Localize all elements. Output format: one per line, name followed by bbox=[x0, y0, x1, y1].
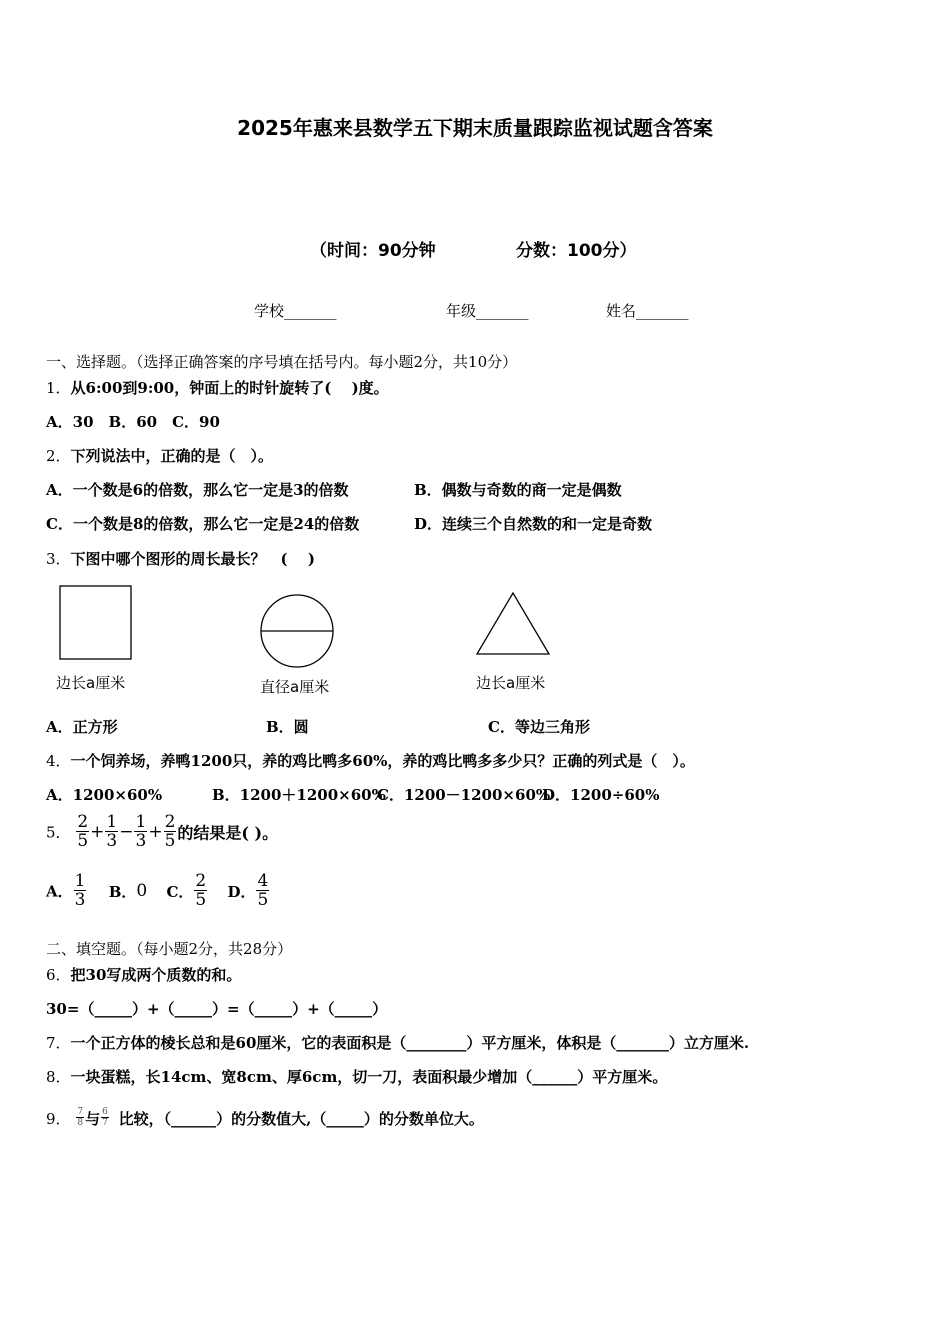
triangle-label: 边长a厘米 bbox=[476, 674, 546, 692]
question-3-option-b: B．圆 bbox=[266, 718, 309, 736]
question-text: 比较，（______）的分数值大,（_____）的分数单位大。 bbox=[118, 1110, 484, 1128]
question-text: 一块蛋糕，长14cm、宽8cm、厚6cm，切一刀，表面积最少增加（______）平方厘米。 bbox=[70, 1068, 668, 1086]
question-text: 把30写成两个质数的和。 bbox=[70, 966, 242, 984]
option-a-label: A． bbox=[46, 882, 73, 901]
question-5-options bbox=[46, 873, 270, 909]
school-field: 学校_______ bbox=[254, 302, 337, 320]
page-title: 2025年惠来县数学五下期末质量跟踪监视试题含答案 bbox=[237, 116, 713, 140]
question-number: 3． bbox=[46, 550, 71, 568]
fraction: $\frac{2}{5}$ bbox=[77, 812, 89, 851]
circle-label: 直径a厘米 bbox=[260, 678, 330, 696]
shapes-figure bbox=[0, 580, 950, 700]
fraction: $\frac{2}{5}$ bbox=[195, 871, 207, 910]
question-9 bbox=[46, 1108, 484, 1129]
option-b-value: 0 bbox=[136, 881, 148, 901]
name-field: 姓名_______ bbox=[606, 302, 689, 320]
fraction: $\frac{1}{3}$ bbox=[135, 812, 147, 851]
operator: + bbox=[90, 822, 105, 842]
question-3-option-a: A．正方形 bbox=[46, 718, 118, 736]
fraction: $\frac{7}{8}$ bbox=[77, 1107, 84, 1128]
question-2-option-d: D．连续三个自然数的和一定是奇数 bbox=[414, 515, 653, 533]
question-number: 5． bbox=[46, 823, 71, 842]
fraction: $\frac{1}{3}$ bbox=[74, 871, 86, 910]
question-text: 下图中哪个图形的周长最长？ ( ) bbox=[70, 550, 315, 568]
square-label: 边长a厘米 bbox=[56, 674, 126, 692]
fraction: $\frac{6}{7}$ bbox=[102, 1107, 108, 1128]
question-7 bbox=[46, 1032, 749, 1053]
question-6 bbox=[46, 964, 241, 985]
operator: + bbox=[148, 822, 163, 842]
operator: − bbox=[119, 822, 134, 842]
question-text: 从6:00到9:00，钟面上的时针旋转了( )度。 bbox=[70, 379, 389, 397]
question-text: 与 bbox=[85, 1110, 101, 1128]
question-6-answer-line: 30=（_____）+（_____）=（_____）+（_____） bbox=[46, 1000, 388, 1018]
fraction: $\frac{1}{3}$ bbox=[106, 812, 118, 851]
question-number: 4． bbox=[46, 752, 71, 770]
question-4-option-b: B．1200＋1200×60% bbox=[212, 786, 386, 804]
grade-field: 年级_______ bbox=[446, 302, 529, 320]
question-number: 6． bbox=[46, 966, 71, 984]
question-4-option-d: D．1200÷60% bbox=[542, 786, 660, 804]
section1-heading: 一、选择题。（选择正确答案的序号填在括号内。每小题2分，共10分） bbox=[46, 353, 518, 371]
question-2-option-c: C．一个数是8的倍数，那么它一定是24的倍数 bbox=[46, 515, 360, 533]
question-3 bbox=[46, 548, 315, 569]
question-number: 1． bbox=[46, 379, 71, 397]
question-text: 一个正方体的棱长总和是60厘米，它的表面积是（________）平方厘米，体积是（_______）立方厘米. bbox=[70, 1034, 750, 1052]
fraction: $\frac{4}{5}$ bbox=[257, 871, 269, 910]
option-d-label: D． bbox=[227, 882, 256, 901]
question-text: 一个饲养场，养鸭1200只，养的鸡比鸭多60%，养的鸡比鸭多多少只？正确的列式是（ ）。 bbox=[70, 752, 695, 770]
triangle-shape bbox=[477, 593, 549, 654]
question-text: 下列说法中，正确的是（ ）。 bbox=[70, 447, 274, 465]
question-text: 的结果是( )。 bbox=[177, 823, 279, 843]
question-number: 9． bbox=[46, 1110, 71, 1128]
question-number: 7． bbox=[46, 1034, 71, 1052]
question-number: 2． bbox=[46, 447, 71, 465]
question-5 bbox=[46, 814, 278, 850]
option-c-label: C． bbox=[166, 882, 194, 901]
question-2-option-a: A．一个数是6的倍数，那么它一定是3的倍数 bbox=[46, 481, 349, 499]
exam-time: （时间：90分钟 bbox=[310, 241, 436, 261]
square-shape bbox=[60, 586, 131, 659]
question-1 bbox=[46, 377, 389, 398]
question-2-option-b: B．偶数与奇数的商一定是偶数 bbox=[414, 481, 622, 499]
exam-score: 分数：100分） bbox=[516, 241, 637, 261]
option-b-label: B． bbox=[108, 882, 137, 901]
question-number: 8． bbox=[46, 1068, 71, 1086]
question-4 bbox=[46, 750, 695, 771]
question-1-options: A．30 B．60 C．90 bbox=[46, 413, 220, 431]
question-4-option-a: A．1200×60% bbox=[46, 786, 163, 804]
question-3-option-c: C．等边三角形 bbox=[488, 718, 590, 736]
question-4-option-c: C．1200－1200×60% bbox=[377, 786, 551, 804]
fraction: $\frac{2}{5}$ bbox=[164, 812, 176, 851]
question-2 bbox=[46, 445, 273, 466]
section2-heading: 二、填空题。（每小题2分，共28分） bbox=[46, 940, 293, 958]
question-8 bbox=[46, 1066, 667, 1087]
